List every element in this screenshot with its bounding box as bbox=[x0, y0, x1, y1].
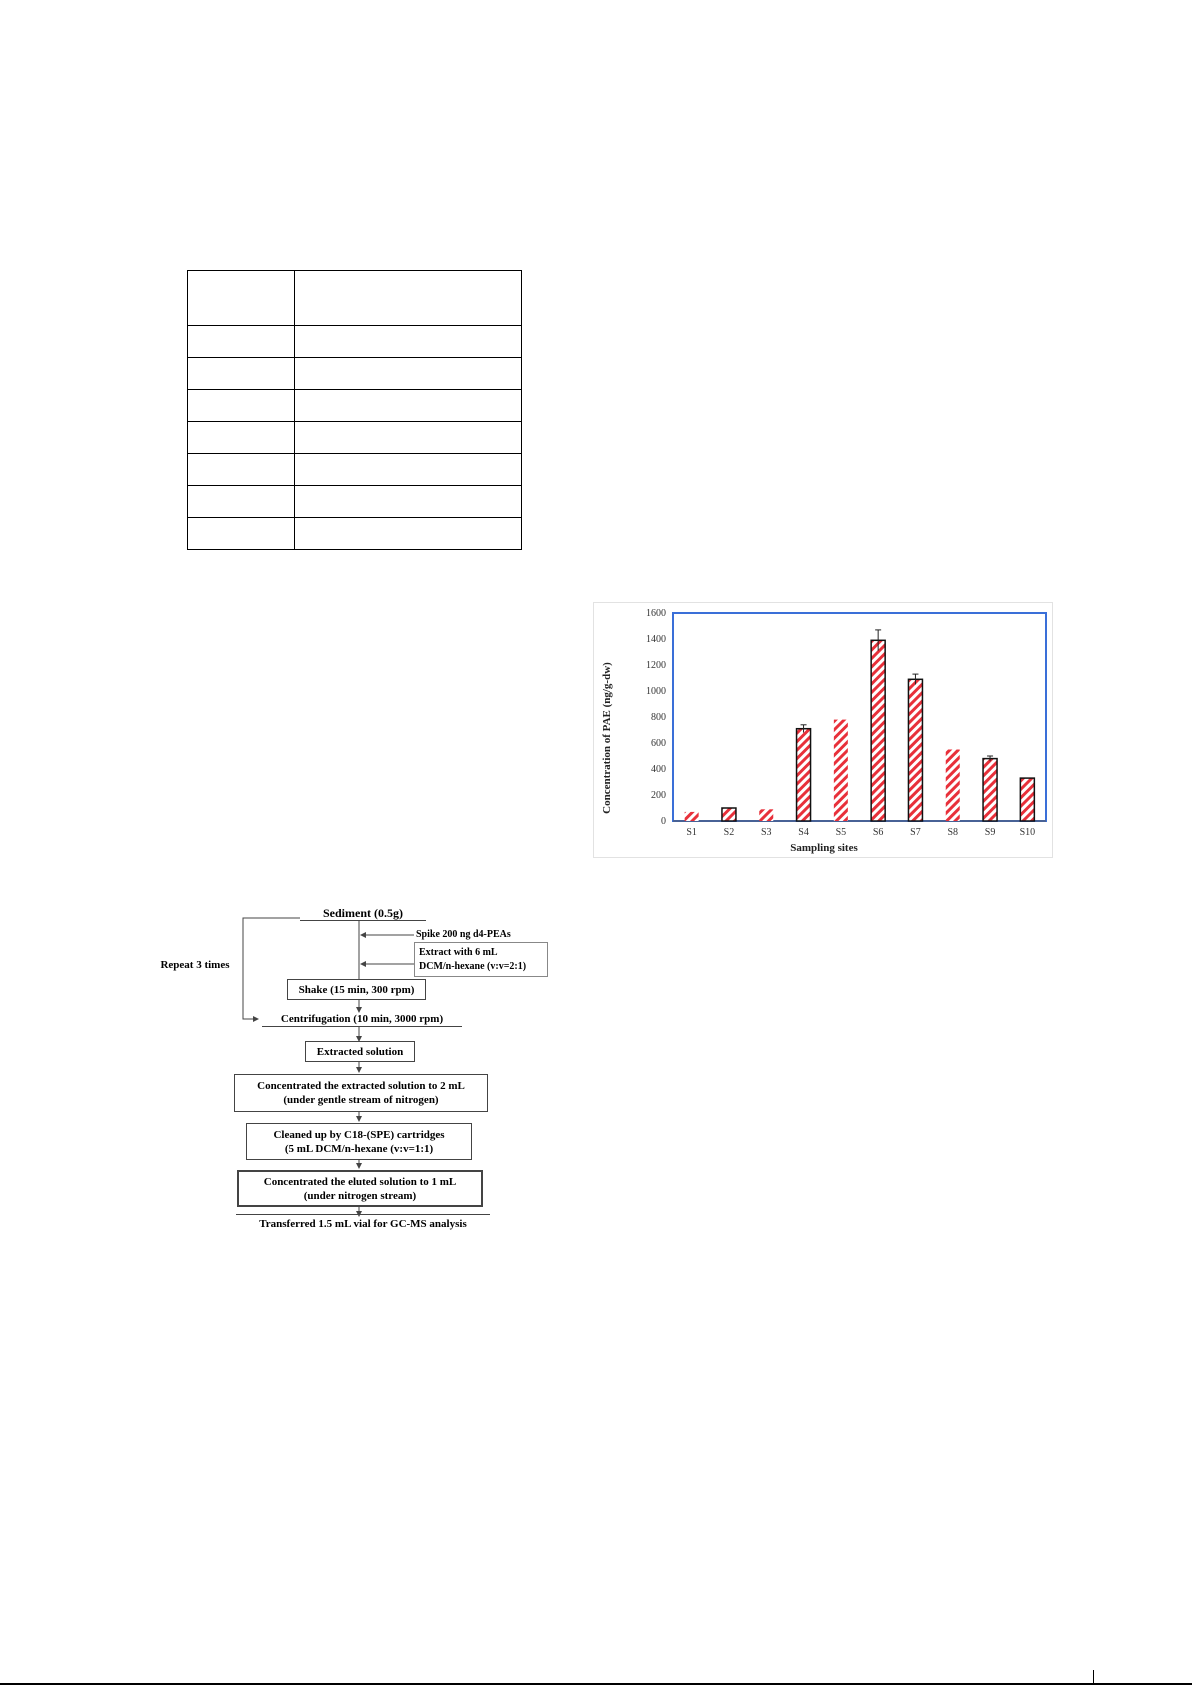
concentrate-step-1 bbox=[234, 1074, 488, 1112]
bar-s10 bbox=[1020, 778, 1034, 821]
table-cell bbox=[188, 454, 295, 486]
table-cell bbox=[295, 271, 522, 326]
y-tick-label: 1600 bbox=[646, 608, 666, 619]
transfer-step: Transferred 1.5 mL vial for GC-MS analysis bbox=[236, 1214, 490, 1231]
y-tick-label: 400 bbox=[651, 764, 666, 775]
x-tick-label: S2 bbox=[723, 827, 735, 838]
table-cell bbox=[295, 358, 522, 390]
table-cell bbox=[188, 326, 295, 358]
table-row bbox=[188, 454, 522, 486]
y-tick-label: 1200 bbox=[646, 660, 666, 671]
bar-s7 bbox=[908, 679, 922, 821]
table-header-row bbox=[188, 271, 522, 326]
bar-s3 bbox=[759, 809, 773, 821]
concentrate-1-line2: (under gentle stream of nitrogen) bbox=[283, 1094, 439, 1106]
x-axis-title: Sampling sites bbox=[790, 842, 858, 854]
bottom-tick bbox=[1093, 1670, 1094, 1684]
spike-step: Spike 200 ng d4-PEAs bbox=[416, 929, 511, 940]
bar-s8 bbox=[946, 750, 960, 822]
y-tick-label: 0 bbox=[661, 816, 666, 827]
extract-step bbox=[414, 942, 548, 977]
centrifugation-step: Centrifugation (10 min, 3000 rpm) bbox=[262, 1012, 462, 1027]
table-row bbox=[188, 358, 522, 390]
sediment-step: Sediment (0.5g) bbox=[300, 906, 426, 921]
extracted-solution-step: Extracted solution bbox=[305, 1041, 415, 1062]
bar-s2 bbox=[722, 808, 736, 821]
table-row bbox=[188, 518, 522, 550]
concentrate-1-line1: Concentrated the extracted solution to 2 mL bbox=[257, 1080, 465, 1092]
table-cell bbox=[188, 358, 295, 390]
y-tick-label: 1000 bbox=[646, 686, 666, 697]
x-tick-label: S8 bbox=[947, 827, 959, 838]
concentrate-2-line1: Concentrated the eluted solution to 1 mL bbox=[263, 1175, 457, 1188]
cleanup-step bbox=[246, 1123, 472, 1160]
y-tick-label: 1400 bbox=[646, 634, 666, 645]
table-cell bbox=[188, 486, 295, 518]
table-cell bbox=[295, 422, 522, 454]
bar-chart bbox=[593, 602, 1053, 858]
table-cell bbox=[188, 271, 295, 326]
table-cell bbox=[295, 486, 522, 518]
cleanup-line1: Cleaned up by C18-(SPE) cartridges bbox=[273, 1128, 445, 1141]
table-row bbox=[188, 422, 522, 454]
table-row bbox=[188, 486, 522, 518]
y-tick-label: 600 bbox=[651, 738, 666, 749]
y-tick-label: 200 bbox=[651, 790, 666, 801]
bar-s9 bbox=[983, 759, 997, 821]
data-table bbox=[187, 270, 522, 550]
table-cell bbox=[188, 422, 295, 454]
bar-s6 bbox=[871, 640, 885, 821]
x-tick-label: S3 bbox=[760, 827, 772, 838]
table-cell bbox=[295, 326, 522, 358]
y-tick-label: 800 bbox=[651, 712, 666, 723]
x-tick-label: S6 bbox=[872, 827, 884, 838]
concentrate-step-2 bbox=[237, 1170, 483, 1207]
concentrate-2-line2: (under nitrogen stream) bbox=[303, 1189, 417, 1202]
bar-s4 bbox=[797, 729, 811, 821]
x-tick-label: S4 bbox=[798, 827, 809, 838]
x-tick-label: S9 bbox=[984, 827, 996, 838]
table-cell bbox=[295, 518, 522, 550]
bar-s1 bbox=[685, 812, 699, 821]
repeat-loop-line bbox=[243, 918, 300, 1019]
cleanup-line2: (5 mL DCM/n-hexane (v:v=1:1) bbox=[284, 1142, 434, 1155]
x-tick-label: S5 bbox=[835, 827, 847, 838]
x-tick-label: S10 bbox=[1019, 827, 1036, 838]
table-cell bbox=[295, 454, 522, 486]
table-row bbox=[188, 326, 522, 358]
repeat-label: Repeat 3 times bbox=[160, 959, 230, 971]
bar-s5 bbox=[834, 720, 848, 821]
chart-canvas bbox=[594, 603, 1052, 857]
extract-line1: Extract with 6 mL bbox=[419, 946, 498, 958]
x-tick-label: S1 bbox=[686, 827, 697, 838]
y-axis-title: Concentration of PAE (ng/g-dw) bbox=[601, 662, 613, 814]
x-tick-label: S7 bbox=[910, 827, 921, 838]
extract-line2: DCM/n-hexane (v:v=2:1) bbox=[419, 960, 527, 972]
table-cell bbox=[188, 518, 295, 550]
table-cell bbox=[295, 390, 522, 422]
table-cell bbox=[188, 390, 295, 422]
table-row bbox=[188, 390, 522, 422]
shake-step: Shake (15 min, 300 rpm) bbox=[287, 979, 426, 1000]
